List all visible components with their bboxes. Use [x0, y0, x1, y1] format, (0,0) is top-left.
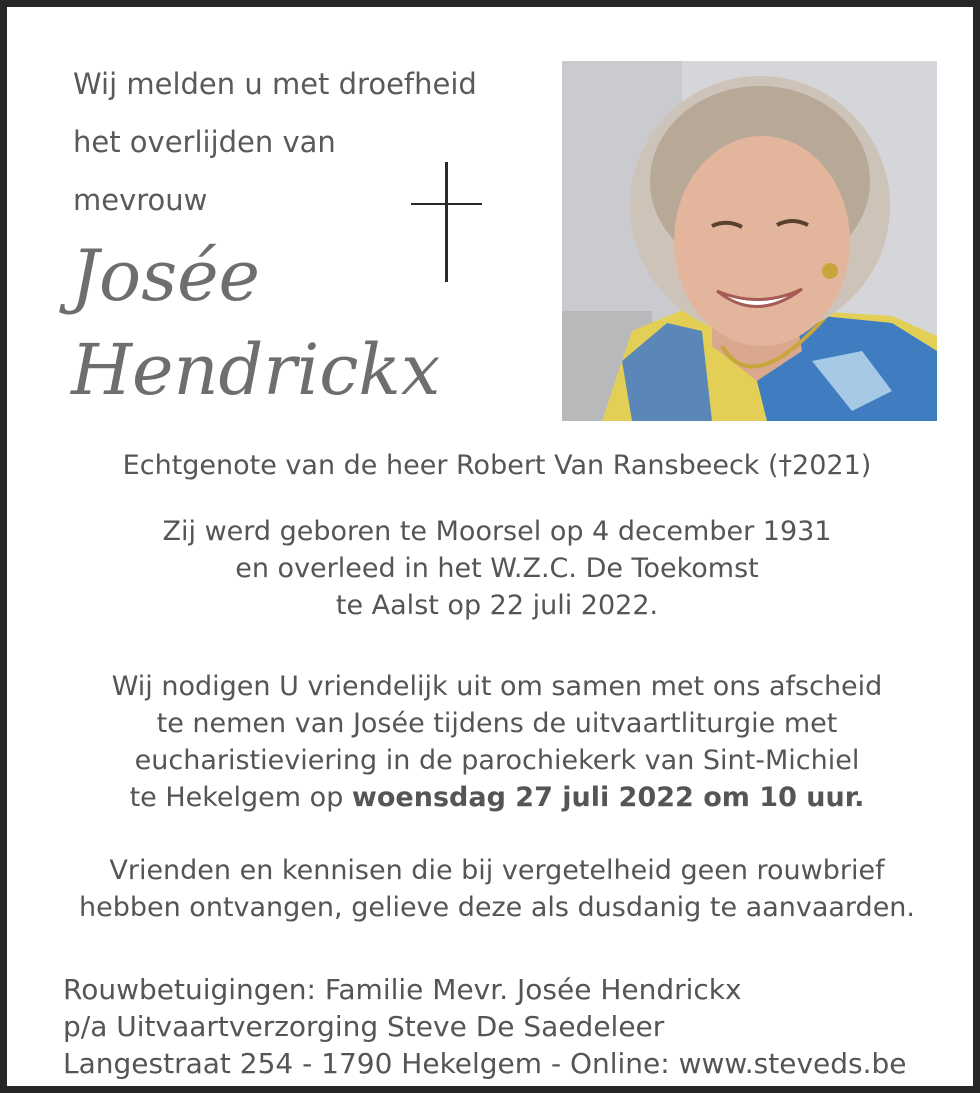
intro-line-1: Wij melden u met droefheid — [73, 67, 477, 101]
funeral-date-time: woensdag 27 juli 2022 om 10 uur. — [351, 782, 865, 813]
notice-section — [7, 852, 980, 926]
birth-death-line-3: te Aalst op 22 juli 2022. — [335, 590, 659, 621]
notice-line-1: Vrienden en kennisen die bij vergetelheid geen rouwbrief — [109, 855, 885, 886]
invitation-line-4-prefix: te Hekelgem op — [129, 782, 352, 813]
invitation-line-4 — [7, 779, 980, 816]
invitation-section — [7, 668, 980, 816]
notice-line-2: hebben ontvangen, gelieve deze als dusdanig te aanvaarden. — [79, 892, 915, 923]
intro-line-3: mevrouw — [73, 183, 208, 217]
deceased-last-name: Hendrickx — [71, 329, 441, 411]
footer-section — [63, 971, 907, 1082]
invitation-line-3: eucharistieviering in de parochiekerk van Sint-Michiel — [134, 745, 860, 776]
spouse-section — [7, 447, 980, 484]
footer-line-3: Langestraat 254 - 1790 Hekelgem - Online: www.steveds.be — [63, 1047, 907, 1080]
footer-line-1: Rouwbetuigingen: Familie Mevr. Josée Hendrickx — [63, 973, 742, 1006]
spouse-line: Echtgenote van de heer Robert Van Ransbeeck (†2021) — [122, 450, 872, 481]
footer-line-2: p/a Uitvaartverzorging Steve De Saedeleer — [63, 1010, 665, 1043]
birth-death-line-2: en overleed in het W.Z.C. De Toekomst — [235, 553, 759, 584]
birth-death-line-1: Zij werd geboren te Moorsel op 4 december 1931 — [162, 516, 832, 547]
intro-line-2: het overlijden van — [73, 125, 336, 159]
invitation-line-2: te nemen van Josée tijdens de uitvaartliturgie met — [156, 708, 838, 739]
birth-death-section — [7, 513, 980, 624]
portrait-photo — [562, 61, 937, 421]
deceased-first-name: Josée — [71, 235, 260, 317]
invitation-line-1: Wij nodigen U vriendelijk uit om samen met ons afscheid — [111, 671, 883, 702]
